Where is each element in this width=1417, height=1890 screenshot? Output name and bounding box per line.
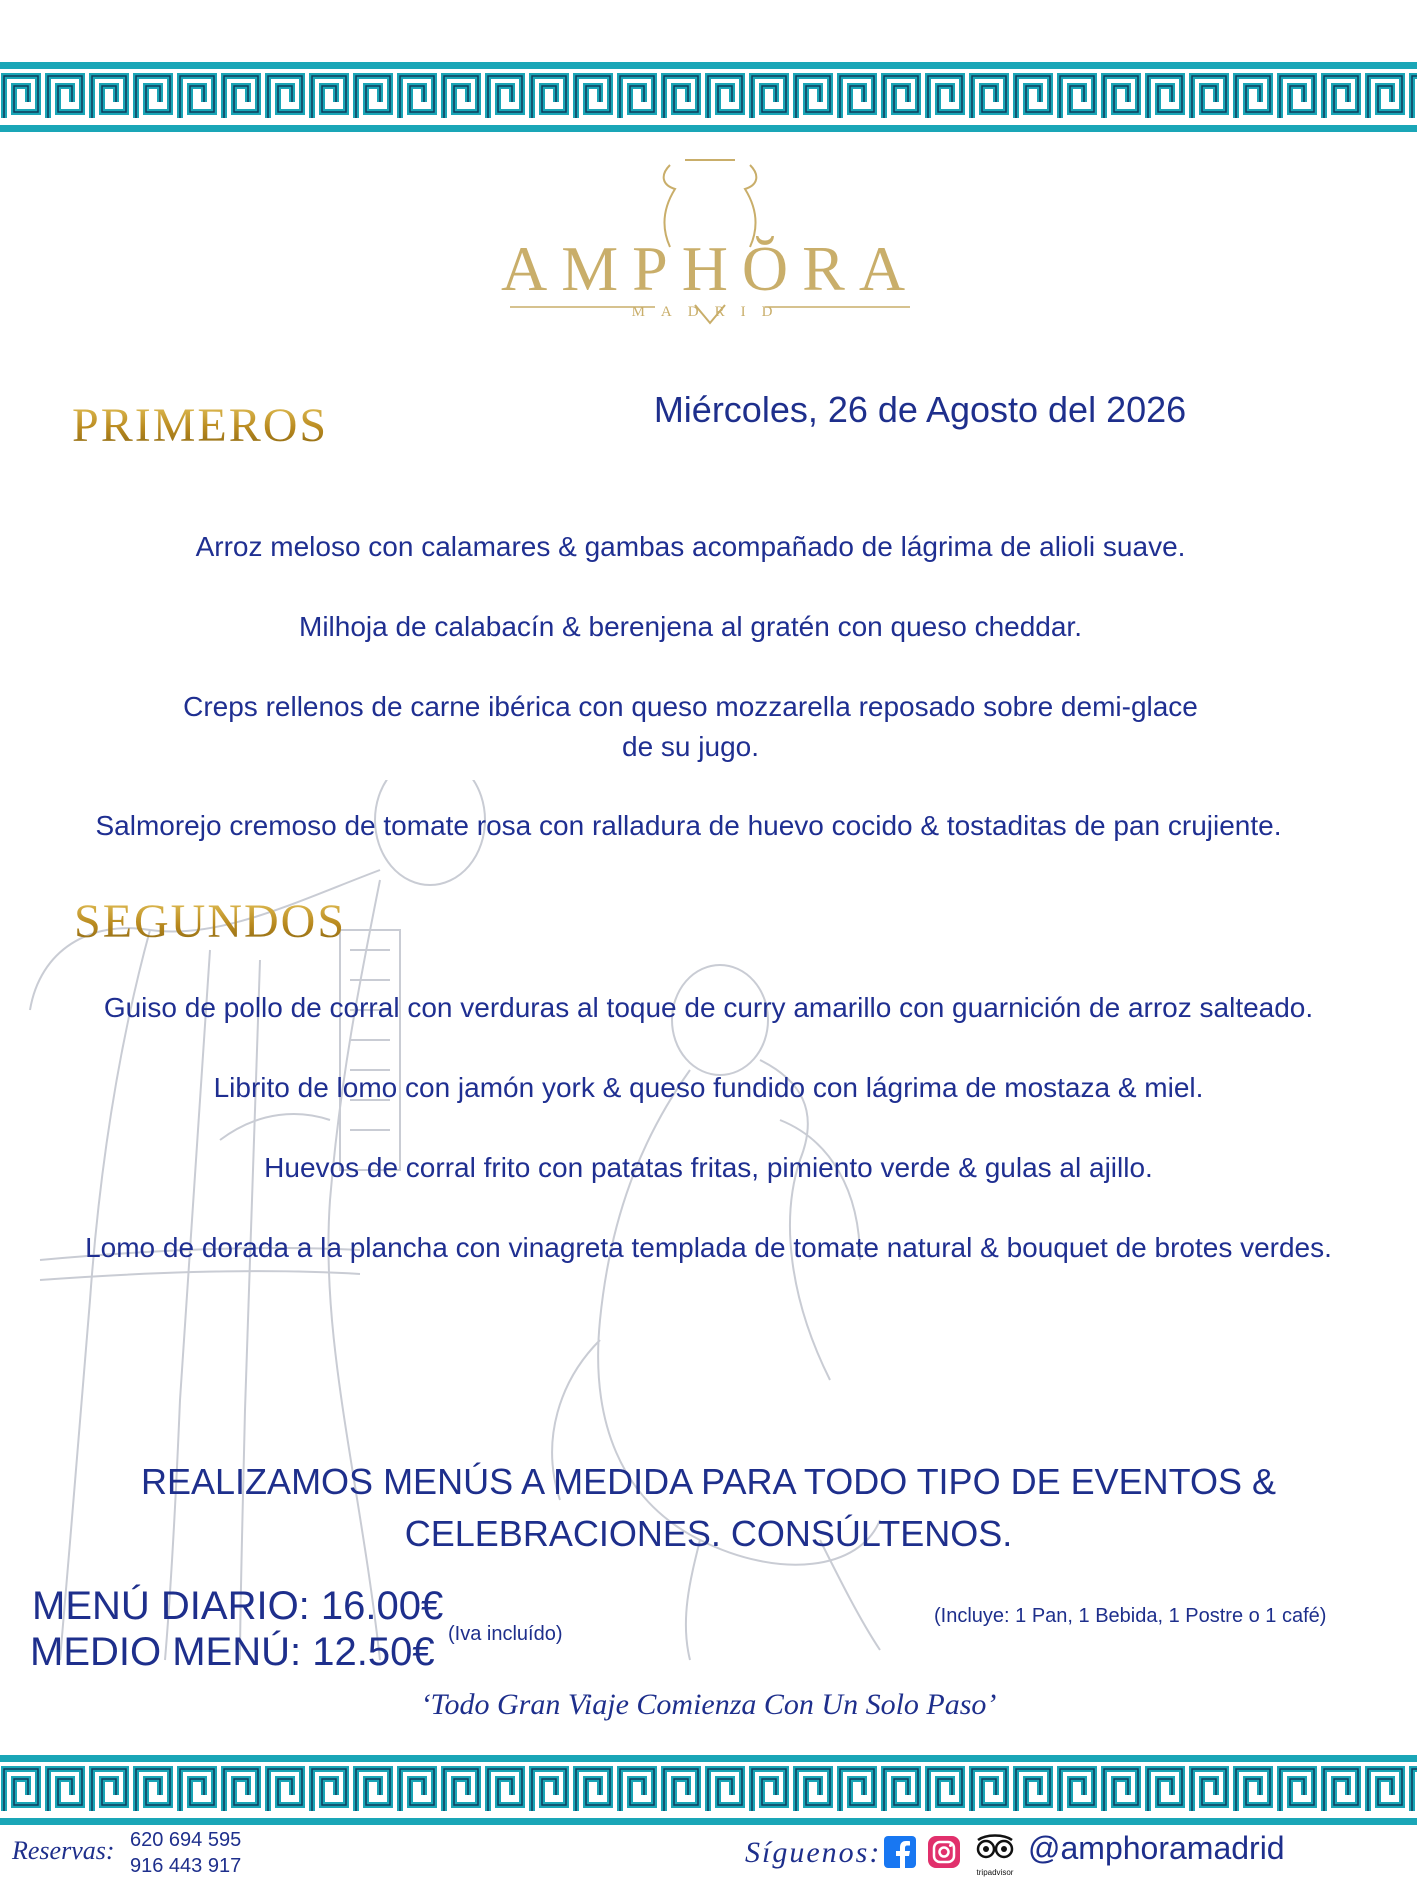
dish-line: Arroz meloso con calamares & gambas acompañado de lágrima de alioli suave. (195, 531, 1186, 562)
phone-number-1[interactable]: 620 694 595 (130, 1829, 242, 1851)
iva-note: (Iva incluído) (448, 1623, 563, 1645)
top-greek-key-border (0, 62, 1417, 132)
primeros-dish-2 (0, 607, 1399, 647)
segundos-title: SEGUNDOS (74, 895, 347, 948)
primeros-dish-4 (0, 806, 1397, 846)
dish-line: Salmorejo cremoso de tomate rosa con ralladura de huevo cocido & tostaditas de pan crujiente. (95, 810, 1282, 841)
tripadvisor-icon[interactable] (972, 1832, 1018, 1876)
instagram-icon[interactable] (928, 1836, 960, 1868)
dish-line: Guiso de pollo de corral con verduras al toque de curry amarillo con guarnición de arroz salteado. (103, 992, 1314, 1023)
phone-number-2[interactable]: 916 443 917 (130, 1855, 242, 1877)
segundos-dish-4 (0, 1228, 1417, 1268)
primeros-dish-1 (0, 527, 1399, 567)
events-line-2: CELEBRACIONES. CONSÚLTENOS. (404, 1513, 1013, 1554)
dish-line: Huevos de corral frito con patatas fritas, pimiento verde & gulas al ajillo. (264, 1152, 1153, 1183)
dish-line: Milhoja de calabacín & berenjena al gratén con queso cheddar. (299, 611, 1082, 642)
dish-line: Librito de lomo con jamón york & queso fundido con lágrima de mostaza & miel. (213, 1072, 1204, 1103)
bottom-greek-key-border (0, 1755, 1417, 1825)
dish-line: Creps rellenos de carne ibérica con queso mozzarella reposado sobre demi-glace (183, 691, 1198, 722)
menu-date: Miércoles, 26 de Agosto del 2026 (653, 389, 1187, 430)
logo-wordmark: AMPHŎRA (500, 233, 920, 304)
facebook-icon[interactable] (884, 1836, 916, 1868)
dish-line: Lomo de dorada a la plancha con vinagreta templada de tomate natural & bouquet de brotes verdes. (85, 1232, 1332, 1263)
medio-menu-price: MEDIO MENÚ: 12.50€ (30, 1630, 435, 1674)
events-line-1: REALIZAMOS MENÚS A MEDIDA PARA TODO TIPO DE EVENTOS & (141, 1461, 1276, 1502)
dish-line: de su jugo. (622, 731, 759, 762)
logo-city: MADRID (631, 304, 789, 320)
reservas-label: Reservas: (12, 1836, 115, 1865)
motto-quote: ‘Todo Gran Viaje Comienza Con Un Solo Paso’ (420, 1688, 997, 1721)
primeros-dish-3 (0, 687, 1399, 767)
primeros-title: PRIMEROS (72, 399, 329, 452)
amphora-logo (490, 155, 930, 345)
greek-key-pattern-top (0, 62, 1417, 132)
menu-diario-price: MENÚ DIARIO: 16.00€ (32, 1584, 444, 1628)
segundos-dish-1 (0, 988, 1417, 1028)
segundos-dish-2 (0, 1068, 1417, 1108)
events-notice (80, 1456, 1337, 1560)
greek-key-pattern-bottom (0, 1755, 1417, 1825)
segundos-dish-3 (0, 1148, 1417, 1188)
incluye-note: (Incluye: 1 Pan, 1 Bebida, 1 Postre o 1 café) (934, 1605, 1327, 1627)
siguenos-label: Síguenos: (745, 1836, 882, 1869)
tripadvisor-label: tripadvisor (976, 1868, 1014, 1877)
social-handle[interactable]: @amphoramadrid (1028, 1830, 1285, 1866)
